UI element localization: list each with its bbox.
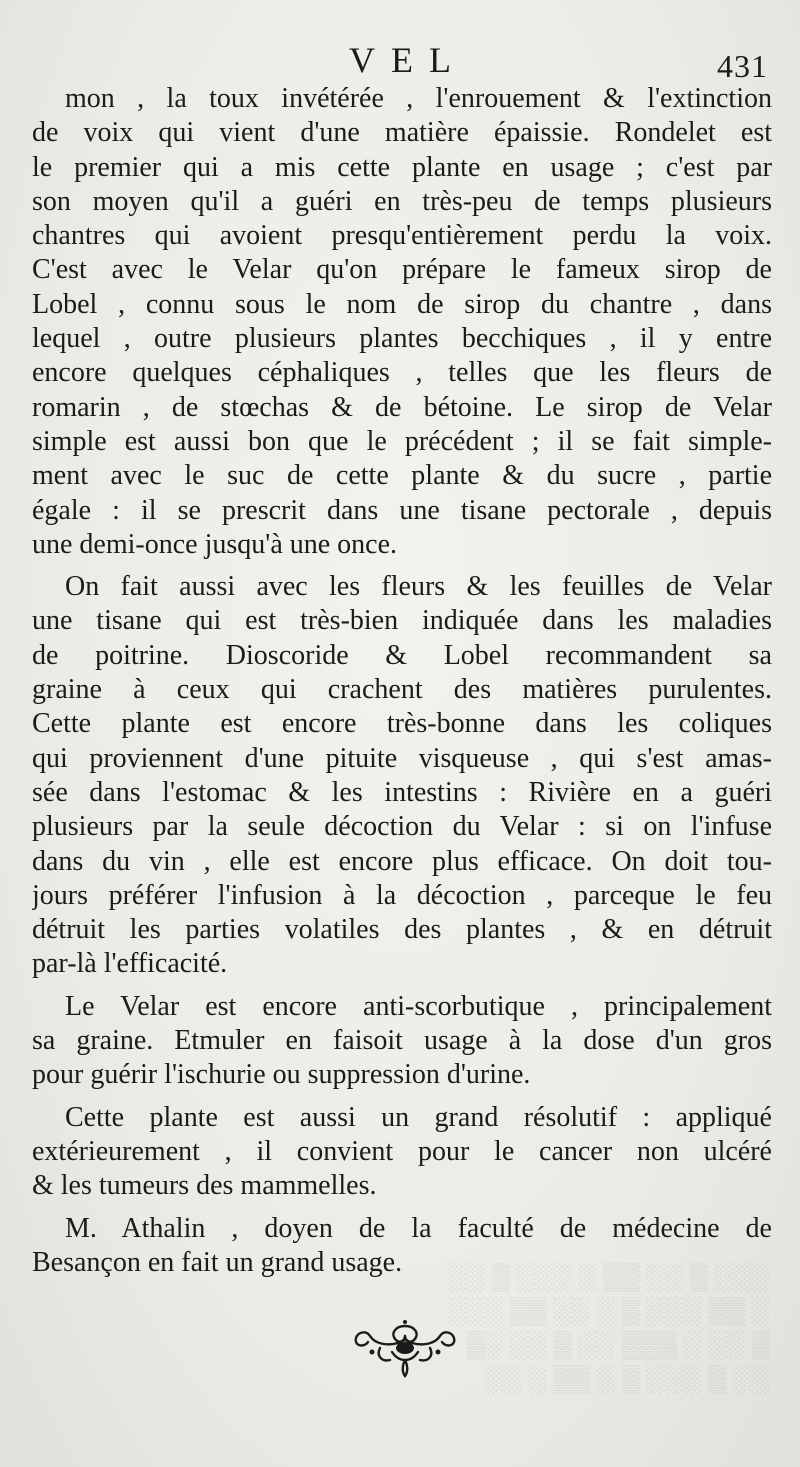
text-line: romarin , de stœchas & de bétoine. Le sirop de Velar [32, 391, 772, 423]
text-line: lequel , outre plusieurs plantes becchiques , il y entre [32, 323, 772, 355]
text-line: de poitrine. Dioscoride & Lobel recommandent sa [32, 639, 772, 671]
text-line: graine à ceux qui crachent des matières purulentes. [32, 674, 772, 706]
text-line: son moyen qu'il a guéri en très-peu de temps plusieurs [32, 185, 772, 217]
text-line: dans du vin , elle est encore plus efficace. On doit tou- [32, 845, 772, 877]
text-line: chantres qui avoient presqu'entièrement perdu la voix. [32, 220, 772, 252]
text-line: sée dans l'estomac & les intestins : Rivière en a guéri [32, 776, 772, 808]
text-line: ment avec le suc de cette plante & du sucre , partie [32, 460, 772, 492]
text-line: Le Velar est encore anti-scorbutique , principalement [65, 990, 772, 1022]
text-line: extérieurement , il convient pour le cancer non ulcéré [32, 1135, 772, 1167]
text-line: Besançon en fait un grand usage. [32, 1246, 403, 1278]
text-line: une demi-once jusqu'à une once. [32, 528, 398, 560]
text-line: jours préférer l'infusion à la décoction , parceque le feu [32, 879, 772, 911]
page-number: 431 [717, 48, 768, 84]
body-text [32, 82, 772, 1288]
page-header [0, 38, 800, 82]
paragraph [32, 1212, 772, 1281]
text-line: détruit les parties volatiles des plantes , & en détruit [32, 914, 772, 946]
fleuron-tailpiece-icon [350, 1318, 460, 1378]
text-line: simple est aussi bon que le précédent ; il se fait simple- [32, 425, 772, 457]
text-line: mon , la toux invétérée , l'enrouement & l'extinction [65, 83, 772, 114]
paragraph [32, 570, 772, 982]
paragraph [32, 1101, 772, 1204]
text-line: qui proviennent d'une pituite visqueuse , qui s'est amas- [32, 742, 772, 774]
text-line: pour guérir l'ischurie ou suppression d'urine. [32, 1059, 531, 1091]
text-line: sa graine. Etmuler en faisoit usage à la dose d'un gros [32, 1025, 772, 1057]
text-line: & les tumeurs des mammelles. [32, 1170, 377, 1202]
text-line: Cette plante est encore très-bonne dans les coliques [32, 708, 772, 740]
text-line: égale : il se prescrit dans une tisane pectorale , depuis [32, 494, 772, 526]
paragraph [32, 82, 772, 562]
text-line: C'est avec le Velar qu'on prépare le fameux sirop de [32, 254, 772, 286]
text-line: le premier qui a mis cette plante en usage ; c'est par [32, 151, 772, 183]
text-line: plusieurs par la seule décoction du Velar : si on l'infuse [32, 811, 772, 843]
running-head: VEL [349, 40, 467, 80]
text-line: une tisane qui est très-bien indiquée dans les maladies [32, 605, 772, 637]
text-line: On fait aussi avec les fleurs & les feuilles de Velar [65, 571, 772, 603]
verso-show-through: ░░░ ▒ ░░ ▒▒ ░ ░░░ ▒ ░░ ░ ▒▒ ░░░ ▒ ░ ░░ ▒▒ ░░░ ▒ ░░ ░ ▒▒▒ ░░ ▒ ░░ ░▒ ░░ ▒ ░░░ ▒ ░ ▒▒ ░ ░░ [448, 1262, 770, 1393]
text-line: encore quelques céphaliques , telles que les fleurs de [32, 357, 772, 389]
text-line: M. Athalin , doyen de la faculté de médecine de [65, 1212, 772, 1244]
text-line: par-là l'efficacité. [32, 948, 228, 980]
paragraph [32, 990, 772, 1093]
text-line: Cette plante est aussi un grand résolutif : appliqué [65, 1101, 772, 1133]
text-line: de voix qui vient d'une matière épaissie. Rondelet est [32, 117, 772, 149]
text-line: Lobel , connu sous le nom de sirop du chantre , dans [32, 288, 772, 320]
